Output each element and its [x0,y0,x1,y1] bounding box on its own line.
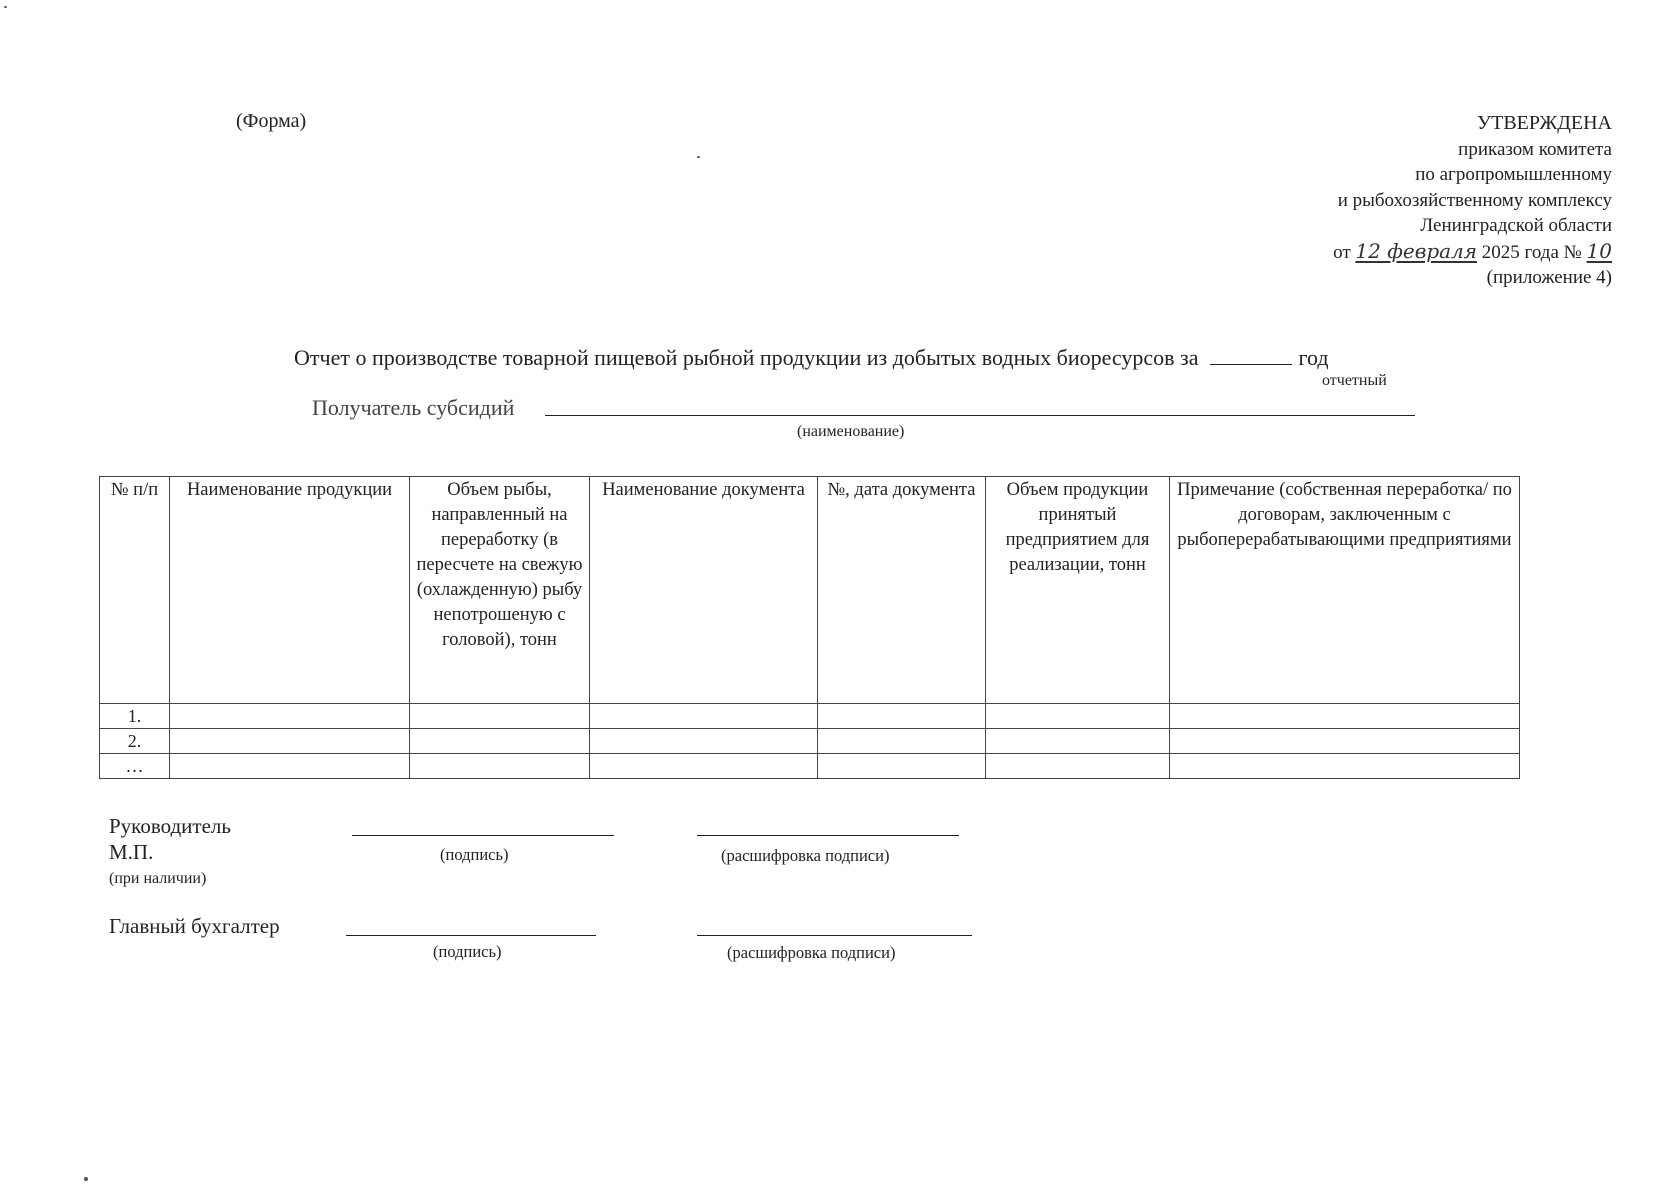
table-cell [590,754,818,779]
scan-speck [697,156,700,158]
approval-line: и рыбохозяйственному комплексу [1337,189,1612,211]
report-table [99,476,1520,779]
approval-stamp [1333,111,1612,291]
col-header-fish-volume: Объем рыбы, направленный на переработку (в пересчете на свежую (охлажденную) рыбу непотрошеную с головой), тонн [410,477,590,704]
accountant-signature-caption: (подпись) [433,942,502,961]
table-row [100,754,1520,779]
recipient-label: Получатель субсидий [312,395,515,420]
table-cell [986,729,1170,754]
head-signature-caption: (подпись) [440,845,509,864]
table-cell [170,704,410,729]
accountant-signature-line [346,935,596,936]
table-cell [818,754,986,779]
head-decoding-line [697,835,959,836]
table-cell [410,729,590,754]
stamp-note: (при наличии) [109,870,207,887]
table-cell [1170,704,1520,729]
report-title-suffix: год [1298,345,1329,370]
col-header-product-name: Наименование продукции [170,477,410,704]
head-label: Руководитель [109,814,231,838]
col-header-document-number-date: №, дата документа [818,477,986,704]
accountant-decoding-line [697,935,972,936]
table-cell [590,729,818,754]
recipient-caption: (наименование) [797,423,905,440]
approval-line: приказом комитета [1458,138,1612,160]
table-cell [986,704,1170,729]
col-header-note: Примечание (собственная переработка/ по договорам, заключенным с рыбоперерабатывающими предприятиями [1170,477,1520,704]
approval-date [1333,239,1612,266]
head-signature-line [352,835,614,836]
table-cell [410,754,590,779]
table-cell [818,704,986,729]
approval-appendix: (приложение 4) [1486,267,1612,288]
head-decoding-caption: (расшифровка подписи) [721,846,890,865]
scan-speck [84,1177,88,1181]
table-cell [170,754,410,779]
table-cell: 1. [100,704,170,729]
accountant-label: Главный бухгалтер [109,914,280,938]
date-prefix: от [1333,241,1351,263]
table-cell [170,729,410,754]
year-blank [1210,348,1292,365]
report-title-text: Отчет о производстве товарной пищевой рыбной продукции из добытых водных биоресурсов за [294,345,1199,370]
stamp-label: М.П. [109,840,154,864]
date-middle: 2025 года № [1481,241,1582,263]
table-cell: … [100,754,170,779]
form-label: (Форма) [236,110,307,132]
scan-speck [4,6,7,8]
col-header-product-volume: Объем продукции принятый предприятием для реализации, тонн [986,477,1170,704]
table-header-row [100,477,1520,704]
approval-title: УТВЕРЖДЕНА [1476,112,1612,134]
approval-line: по агропромышленному [1415,164,1612,185]
table-cell [1170,754,1520,779]
table-cell [410,704,590,729]
handwritten-date: 12 февраля [1355,238,1478,263]
handwritten-number: 10 [1586,238,1612,263]
year-caption: отчетный [1322,372,1387,389]
table-row [100,704,1520,729]
table-row [100,729,1520,754]
table-cell [1170,729,1520,754]
table-cell [818,729,986,754]
table-cell [590,704,818,729]
recipient-blank [545,415,1415,416]
col-header-document-name: Наименование документа [590,477,818,704]
table-cell: 2. [100,729,170,754]
report-title [294,345,1329,371]
accountant-decoding-caption: (расшифровка подписи) [727,943,896,962]
col-header-number: № п/п [100,477,170,704]
table-cell [986,754,1170,779]
approval-line: Ленинградской области [1420,215,1612,236]
